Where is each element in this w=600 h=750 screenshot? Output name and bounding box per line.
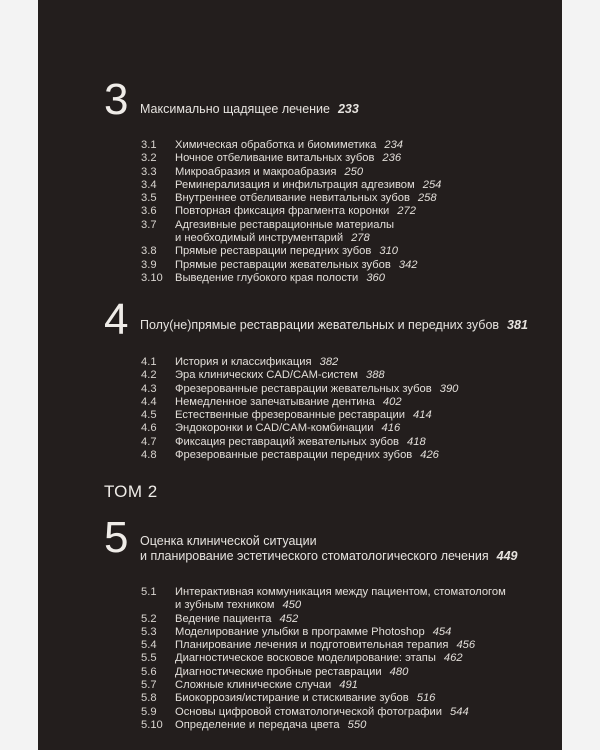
entry-number: 3.10 (141, 271, 163, 284)
entry-number: 3.3 (141, 165, 157, 178)
entry-title: Планирование лечения и подготовительная терапия 456 (175, 639, 476, 652)
entry-number: 3.9 (141, 258, 157, 271)
entry-page: 516 (416, 692, 436, 705)
entry-number: 5.6 (141, 665, 157, 678)
entry-title: Адгезивные реставрационные материалы и необходимый инструментарий 278 (175, 218, 395, 245)
entry-page: 452 (279, 612, 299, 625)
chapter-page: 233 (337, 102, 359, 116)
entry-title: Выведение глубокого края полости 360 (175, 271, 385, 284)
chapter-page: 449 (496, 549, 518, 563)
chapter-title-text: Оценка клинической ситуации (140, 534, 317, 548)
entry-number: 5.7 (141, 679, 157, 692)
chapter-title (140, 534, 518, 564)
entry-number: 3.6 (141, 205, 157, 218)
entry-number: 5.9 (141, 705, 157, 718)
chapter-title (140, 318, 528, 332)
entry-title: Эндокоронки и CAD/CAM-комбинации 416 (175, 422, 401, 435)
chapter-number: 5 (104, 513, 129, 562)
volume-label: ТОМ 2 (104, 482, 158, 501)
entry-page: 480 (389, 665, 409, 678)
entry-number: 4.5 (141, 409, 157, 422)
chapter-page: 381 (507, 318, 528, 332)
entry-page: 250 (344, 165, 364, 178)
chapter-number: 3 (104, 75, 129, 124)
entry-page: 342 (398, 258, 418, 271)
entry-title: Фрезерованные реставрации жевательных зубов 390 (175, 382, 459, 395)
entry-page: 236 (382, 152, 402, 165)
entry-page: 544 (450, 705, 469, 718)
entry-page: 550 (347, 718, 367, 731)
entry-number: 3.8 (141, 245, 157, 258)
entry-page: 418 (407, 435, 426, 448)
entry-number: 5.2 (141, 612, 157, 625)
chapter-title-text: Полу(не)прямые реставрации жевательных и передних зубов (140, 318, 500, 332)
entry-page: 426 (420, 449, 439, 462)
entry-title: Немедленное запечатывание дентина 402 (175, 395, 402, 408)
entry-page: 416 (381, 422, 401, 435)
entry-title: Прямые реставрации передних зубов 310 (175, 245, 399, 258)
entry-title: Микроабразия и макроабразия 250 (175, 165, 364, 178)
entry-title: Определение и передача цвета 550 (175, 718, 367, 731)
entry-page: 450 (282, 599, 302, 612)
entry-title: Реминерализация и инфильтрация адгезивом 254 (175, 178, 442, 191)
entry-page: 390 (439, 382, 459, 395)
entry-title: Фиксация реставраций жевательных зубов 418 (175, 435, 426, 448)
entry-title: История и классификация 382 (175, 356, 339, 368)
entry-page: 278 (351, 232, 370, 245)
entry-title: Основы цифровой стоматологической фотографии 544 (175, 705, 469, 718)
entry-page: 388 (365, 369, 385, 382)
entry-page: 310 (379, 245, 399, 258)
entry-number: 5.10 (141, 718, 163, 731)
entry-number: 5.5 (141, 652, 157, 665)
entry-title: Ведение пациента 452 (175, 612, 299, 625)
entry-number: 4.3 (141, 382, 157, 395)
entry-page: 454 (432, 625, 452, 638)
entry-number: 3.4 (141, 178, 157, 191)
entry-number: 4.7 (141, 435, 157, 448)
entry-title: Эра клинических CAD/CAM-систем 388 (175, 369, 385, 382)
entry-title: Фрезерованные реставрации передних зубов 426 (175, 449, 439, 462)
entry-title: Диагностическое восковое моделирование: этапы 462 (175, 652, 463, 665)
entry-title: Биокоррозия/истирание и стискивание зубов 516 (175, 692, 436, 705)
chapter-title (140, 102, 359, 116)
entry-number: 3.2 (141, 152, 157, 165)
toc-page (38, 0, 562, 750)
entry-page: 258 (417, 192, 437, 205)
entry-title: Интерактивная коммуникация между пациентом, стоматологом и зубным техником 450 (175, 586, 506, 612)
entry-title: Сложные клинические случаи 491 (175, 679, 358, 692)
entry-title: Внутреннее отбеливание невитальных зубов 258 (175, 192, 437, 205)
entry-title: Естественные фрезерованные реставрации 414 (175, 409, 432, 422)
chapter-title-text-line2: и планирование эстетического стоматологического лечения (140, 549, 489, 563)
entry-number: 4.8 (141, 449, 157, 462)
entry-title: Ночное отбеливание витальных зубов 236 (175, 152, 402, 165)
chapter-title-text: Максимально щадящее лечение (140, 102, 330, 116)
entry-number: 5.3 (141, 625, 157, 638)
entry-page: 402 (382, 395, 402, 408)
entry-page: 382 (319, 356, 339, 368)
entry-number: 5.8 (141, 692, 157, 705)
entry-title: Химическая обработка и биомиметика 234 (175, 139, 404, 151)
entry-number: 5.1 (141, 586, 157, 598)
entry-number: 4.2 (141, 369, 157, 382)
entry-page: 491 (339, 679, 358, 692)
entry-number: 3.5 (141, 192, 157, 205)
entry-title: Моделирование улыбки в программе Photoshop 454 (175, 625, 452, 638)
entry-page: 414 (413, 409, 432, 422)
entry-title: Прямые реставрации жевательных зубов 342 (175, 258, 418, 271)
chapter-number: 4 (104, 295, 129, 344)
entry-number: 3.1 (141, 139, 157, 151)
entry-number: 4.6 (141, 422, 157, 435)
entry-number: 5.4 (141, 639, 157, 652)
entry-page: 462 (443, 652, 463, 665)
entry-number: 4.4 (141, 395, 157, 408)
entry-number: 3.7 (141, 218, 157, 231)
entry-page: 254 (422, 178, 442, 191)
entry-title: Повторная фиксация фрагмента коронки 272 (175, 205, 416, 218)
entry-page: 360 (366, 271, 385, 284)
entry-number: 4.1 (141, 356, 157, 368)
entry-title: Диагностические пробные реставрации 480 (175, 665, 409, 678)
entry-page: 234 (384, 139, 404, 151)
entry-page: 456 (456, 639, 476, 652)
entry-page: 272 (397, 205, 416, 218)
